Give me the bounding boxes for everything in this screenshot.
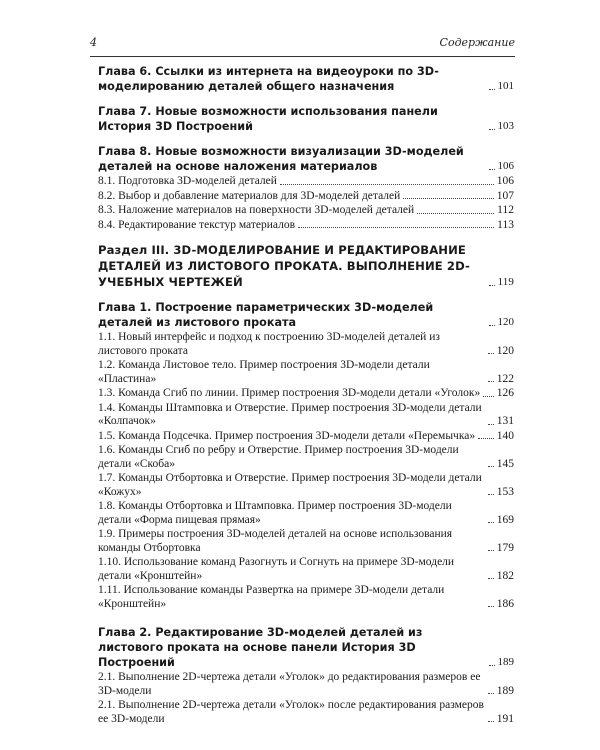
toc-entry-title: 1.9. Примеры построения 3D-моделей деталей на основе использования команды Отбортовка (98, 528, 453, 554)
toc-entry-page: 120 (496, 344, 514, 357)
dot-leader (478, 438, 494, 439)
toc-entry-page: 182 (496, 569, 514, 582)
dot-leader (489, 169, 495, 170)
toc-entry-title: 2.1. Выполнение 2D-чертежа детали «Уголок» после редактирования размеров ее 3D-модели (98, 699, 484, 725)
toc-entry-title: 1.8. Команды Отбортовка и Штамповка. Пример построения 3D-модели детали «Форма пищевая прямая» (98, 500, 452, 526)
toc-entry-title: Глава 2. Редактирование 3D-моделей деталей из листового проката на основе панели История 3D Построений (98, 626, 423, 669)
toc-entry-title: Глава 7. Новые возможности использования панели История 3D Построений (98, 105, 438, 133)
toc-entry-page: 191 (496, 712, 514, 725)
dot-leader (488, 466, 494, 467)
dot-leader (298, 227, 494, 228)
toc-entry-page: 153 (496, 485, 514, 498)
section-title: Содержание (439, 36, 515, 49)
toc-subsection[interactable] (98, 472, 514, 499)
toc-entry-title: 1.10. Использование команд Разогнуть и Согнуть на примере 3D-модели детали «Кронштейн» (98, 556, 455, 582)
dot-leader (489, 89, 495, 90)
toc-entry-page: 140 (496, 429, 514, 442)
dot-leader (483, 396, 494, 397)
toc-entry-title: 1.3. Команда Сгиб по линии. Пример построения 3D-модели детали «Уголок» (98, 387, 481, 399)
toc-subsection[interactable] (98, 190, 514, 204)
dot-leader (488, 550, 494, 551)
toc-entry-page: 120 (497, 316, 514, 328)
running-header (90, 34, 515, 57)
toc-entry-title: 1.6. Команды Сгиб по ребру и Отверстие. Пример построения 3D-модели детали «Скоба» (98, 444, 459, 470)
toc-chapter[interactable] (98, 144, 514, 174)
dot-leader (280, 184, 494, 185)
dot-leader (403, 198, 493, 199)
dot-leader (488, 494, 494, 495)
toc-entry-title: 8.1. Подготовка 3D-моделей деталей (98, 175, 277, 187)
toc-entry-page: 126 (496, 387, 514, 399)
page-number: 4 (90, 36, 97, 49)
toc-entry-title: 8.3. Наложение материалов на поверхности 3D-моделей деталей (98, 204, 415, 216)
toc-entry-page: 131 (496, 415, 514, 427)
toc-entry-page: 145 (496, 457, 514, 470)
toc-entry-title: 8.2. Выбор и добавление материалов для 3D-моделей деталей (98, 189, 401, 202)
dot-leader (488, 693, 494, 694)
dot-leader (488, 353, 494, 354)
toc-entry-page: 119 (497, 276, 514, 288)
toc-entry-page: 106 (497, 160, 514, 172)
dot-leader (489, 129, 495, 130)
toc-entry-title: 1.7. Команды Отбортовка и Отверстие. Пример построения 3D-модели детали «Кожух» (98, 472, 482, 498)
toc-subsection[interactable] (98, 500, 514, 527)
dot-leader (488, 381, 494, 382)
toc-subsection[interactable] (98, 430, 514, 444)
toc-chapter[interactable] (98, 104, 514, 134)
toc-subsection[interactable] (98, 402, 514, 429)
toc-entry-title: 1.2. Команда Листовое тело. Пример построения 3D-модели детали «Пластина» (98, 359, 430, 385)
toc-entry-title: 2.1. Выполнение 2D-чертежа детали «Уголок» до редактирования размеров ее 3D-модели (98, 671, 481, 697)
toc-entry-title: 1.4. Команды Штамповка и Отверстие. Пример построения 3D-модели детали «Колпачок» (98, 401, 482, 427)
toc-entry-page: 107 (496, 189, 514, 202)
toc-subsection[interactable] (98, 175, 514, 189)
toc-entry-page: 189 (497, 656, 514, 668)
toc-part[interactable] (98, 242, 514, 290)
toc-entry-page: 122 (496, 372, 514, 385)
toc-entry-page: 179 (496, 541, 514, 554)
toc-entry-page: 103 (497, 120, 514, 132)
toc-subsection[interactable] (98, 556, 514, 583)
dot-leader (488, 424, 494, 425)
toc-entry-title: 1.11. Использование команды Развертка на примере 3D-модели детали «Кронштейн» (98, 584, 445, 610)
dot-leader (417, 213, 494, 214)
toc-entry-page: 112 (497, 204, 514, 216)
toc-subsection[interactable] (98, 699, 514, 726)
toc-entry-page: 189 (496, 684, 514, 697)
toc-entry-title: Глава 6. Ссылки из интернета на видеоуроки по 3D-моделированию деталей общего назначения (98, 65, 439, 93)
toc-entry-title: 1.1. Новый интерфейс и подход к построению 3D-моделей деталей из листового проката (98, 331, 440, 357)
dot-leader (488, 606, 494, 607)
toc-entry-page: 113 (497, 218, 514, 231)
toc-chapter[interactable] (98, 64, 514, 94)
toc-subsection[interactable] (98, 671, 514, 698)
table-of-contents (98, 64, 514, 726)
toc-subsection[interactable] (98, 204, 514, 218)
toc-entry-page: 106 (496, 175, 514, 187)
toc-entry-title: Глава 8. Новые возможности визуализации 3D-моделей деталей на основе наложения материалов (98, 145, 464, 173)
dot-leader (488, 578, 494, 579)
toc-subsection[interactable] (98, 219, 514, 233)
toc-entry-page: 186 (496, 597, 514, 610)
toc-subsection[interactable] (98, 444, 514, 471)
toc-subsection[interactable] (98, 387, 514, 401)
toc-subsection[interactable] (98, 331, 514, 358)
dot-leader (488, 522, 494, 523)
toc-entry-title: 8.4. Редактирование текстур материалов (98, 218, 296, 231)
dot-leader (488, 721, 494, 722)
toc-entry-title: Глава 1. Построение параметрических 3D-моделей деталей из листового проката (98, 301, 434, 329)
toc-chapter[interactable] (98, 300, 514, 330)
toc-subsection[interactable] (98, 359, 514, 386)
dot-leader (489, 665, 495, 666)
toc-entry-title: 1.5. Команда Подсечка. Пример построения 3D-модели детали «Перемычка» (98, 429, 476, 442)
toc-entry-title: Раздел III. 3D-МОДЕЛИРОВАНИЕ И РЕДАКТИРОВАНИЕ ДЕТАЛЕЙ ИЗ ЛИСТОВОГО ПРОКАТА. ВЫПОЛНЕНИЕ 2D-УЧЕБНЫХ ЧЕРТЕЖЕЙ (98, 243, 470, 289)
dot-leader (489, 285, 495, 286)
toc-subsection[interactable] (98, 528, 514, 555)
toc-subsection[interactable] (98, 584, 514, 611)
toc-entry-page: 101 (497, 80, 514, 92)
dot-leader (489, 325, 495, 326)
toc-chapter[interactable] (98, 625, 514, 670)
toc-entry-page: 169 (496, 513, 514, 526)
